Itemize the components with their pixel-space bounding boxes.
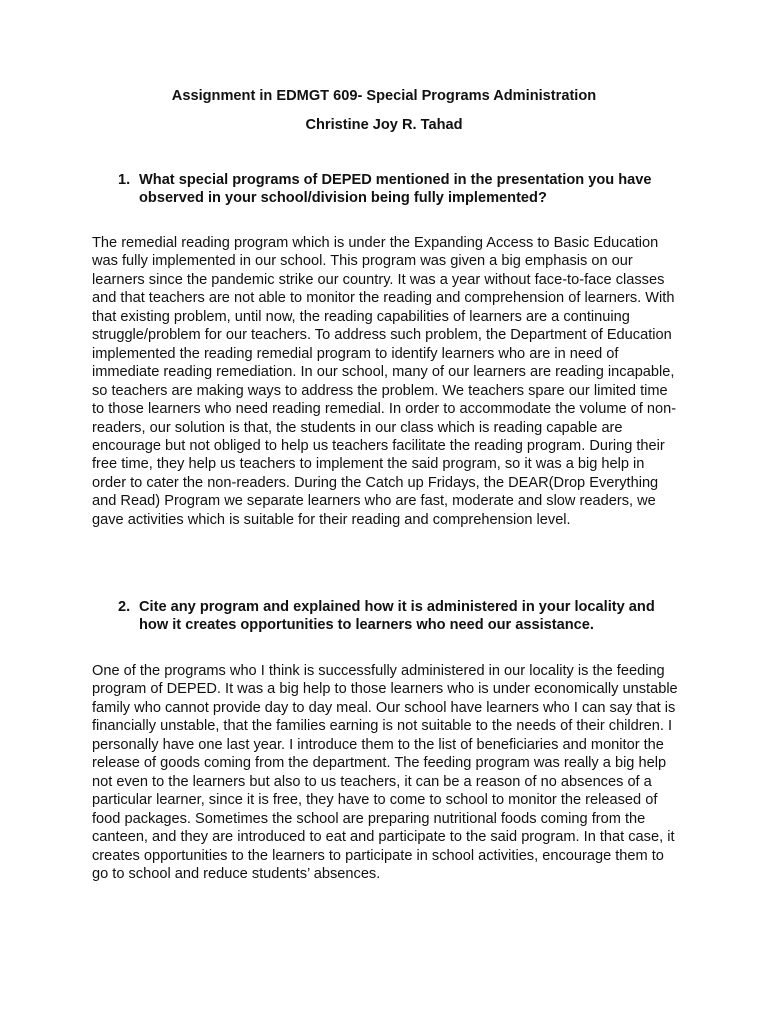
question-2 bbox=[118, 598, 678, 634]
question-1 bbox=[118, 171, 678, 207]
document-title: Assignment in EDMGT 609- Special Programs Administration bbox=[171, 88, 597, 104]
question-1-number: 1. bbox=[118, 172, 131, 188]
question-1-text: What special programs of DEPED mentioned in the presentation you have observed in your school/division being fully implemented? bbox=[139, 172, 652, 206]
question-2-text: Cite any program and explained how it is administered in your locality and how it creates opportunities to learners who need our assistance. bbox=[139, 599, 655, 633]
answer-2-paragraph: One of the programs who I think is successfully administered in our locality is the feeding program of DEPED. It was a big help to those learners who is under economically unstable family who cannot provide day to day meal. Our school have learners who I can say that is financially unstable, that the families earning is not suitable to the needs of their children. I personally have one last year. I introduce them to the list of beneficiaries and monitor the release of goods coming from the department. The feeding program was really a big help not even to the learners but also to us teachers, it can be a reason of no absences of a particular learner, since it is free, they have to come to school to monitor the released of food packages. Sometimes the school are preparing nutritional foods coming from the canteen, and they are introduced to eat and participate to the said program. In that case, it creates opportunities to the learners to participate in school activities, encourage them to go to school and reduce students’ absences. bbox=[92, 663, 678, 882]
answer-1-paragraph: The remedial reading program which is under the Expanding Access to Basic Education was fully implemented in our school. This program was given a big emphasis on our learners since the pandemic strike our country. It was a year without face-to-face classes and that teachers are not able to monitor the reading and comprehension of learners. With that existing problem, until now, the reading capabilities of learners are a continuing struggle/problem for our teachers. To address such problem, the Department of Education implemented the reading remedial program to identify learners who are in need of immediate reading remediation. In our school, many of our learners are reading incapable, so teachers are making ways to address the problem. We teachers spare our limited time to those learners who need reading remedial. In order to accommodate the volume of non-readers, our solution is that, the students in our class which is reading capable are encourage but not obliged to help us teachers facilitate the reading program. During their free time, they help us teachers to implement the said program, so it was a big help in order to cater the non-readers. During the Catch up Fridays, the DEAR(Drop Everything and Read) Program we separate learners who are fast, moderate and slow readers, we gave activities which is suitable for their reading and comprehension level. bbox=[92, 235, 677, 528]
question-2-number: 2. bbox=[118, 599, 131, 615]
author-name: Christine Joy R. Tahad bbox=[305, 117, 463, 133]
